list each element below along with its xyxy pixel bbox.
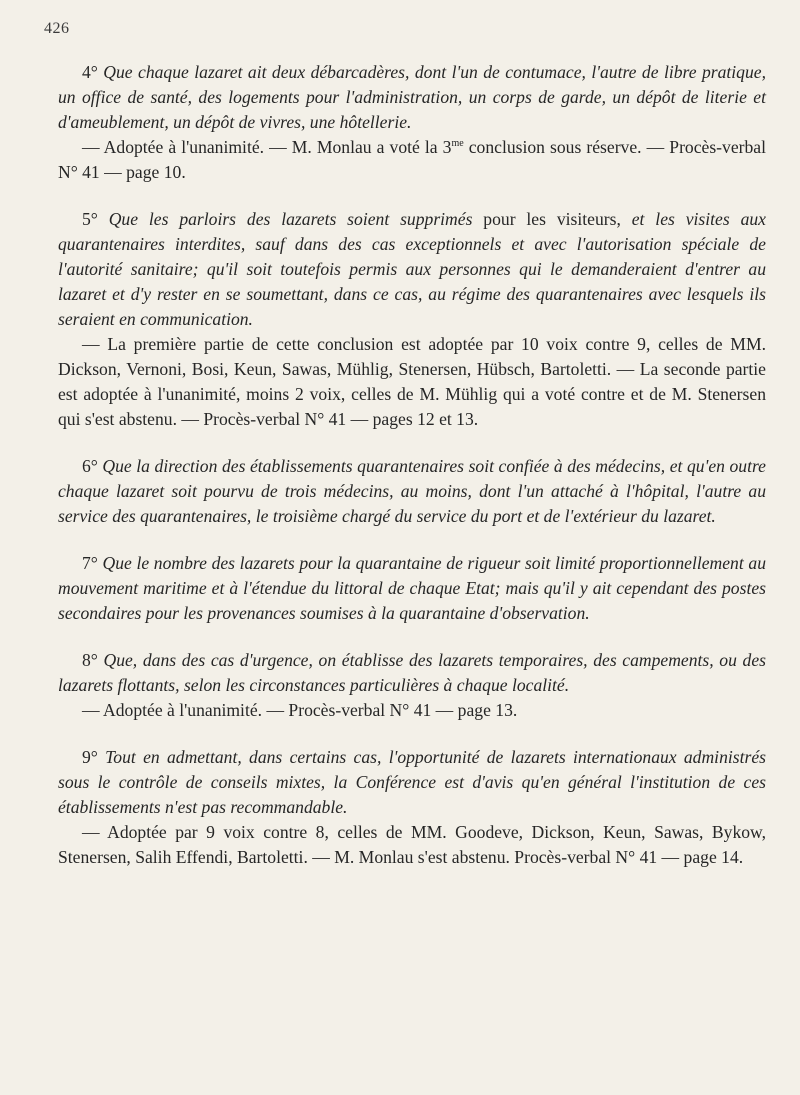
vote-note-8: — Adoptée à l'unanimité. — Procès-verbal N° 41 — page 13. bbox=[82, 700, 518, 720]
item-number: 9° bbox=[82, 747, 98, 767]
item-number: 4° bbox=[82, 62, 98, 82]
conclusion-text: Que le nombre des lazarets pour la quarantaine de rigueur soit limité proportionnellement au mouvement maritime et à l'étendue du littoral de chaque Etat; mais qu'il y ait cependant des postes secondaires pour les provenances soumises à la quarantaine d'observation. bbox=[58, 553, 766, 623]
conclusion-text: Que chaque lazaret ait deux débarcadères, dont l'un de contumace, l'autre de libre pratique, un office de santé, des logements pour l'administration, un corps de garde, un dépôt de literie et d'ameublement, un dépôt de vivres, une hôtellerie. bbox=[58, 62, 766, 132]
conclusion-text: Que, dans des cas d'urgence, on établisse des lazarets temporaires, des campements, ou des lazarets flottants, selon les circonstances particulières à chaque localité. bbox=[58, 650, 766, 695]
page-number: 426 bbox=[44, 20, 70, 37]
conclusion-5: 5° Que les parloirs des lazarets soient supprimés pour les visiteurs, et les visites aux quarantenaires interdites, sauf dans des cas exceptionnels et avec l'autorisation spéciale de l'autorité sanitaire; qu'il soit toutefois permis aux personnes qui le demanderaient d'entrer au lazaret et d'y rester en se soumettant, dans ce cas, au régime des quarantenaires avec lesquels ils seraient en communication. bbox=[58, 209, 766, 329]
conclusion-8 bbox=[58, 648, 766, 698]
conclusion-9 bbox=[58, 745, 766, 820]
conclusion-4 bbox=[58, 60, 766, 135]
item-number: 5° bbox=[82, 209, 98, 229]
conclusion-7 bbox=[58, 551, 766, 626]
vote-note-9: — Adoptée par 9 voix contre 8, celles de MM. Goodeve, Dickson, Keun, Sawas, Bykow, Stenersen, Salih Effendi, Bartoletti. — M. Monlau s'est abstenu. Procès-verbal N° 41 — page 14. bbox=[58, 822, 766, 867]
conclusion-text: Tout en admettant, dans certains cas, l'opportunité de lazarets internationaux administrés sous le contrôle de conseils mixtes, la Conférence est d'avis qu'en général l'institution de ces établissements n'est pas recommandable. bbox=[58, 747, 766, 817]
conclusion-6 bbox=[58, 454, 766, 529]
vote-note-5: — La première partie de cette conclusion est adoptée par 10 voix contre 9, celles de MM. Dickson, Vernoni, Bosi, Keun, Sawas, Mühlig, Stenersen, Hübsch, Bartoletti. — La seconde partie est adoptée à l'unanimité, moins 2 voix, celles de M. Mühlig qui a voté contre et de M. Stenersen qui s'est abstenu. — Procès-verbal N° 41 — pages 12 et 13. bbox=[58, 334, 766, 429]
item-number: 6° bbox=[82, 456, 98, 476]
page-body bbox=[58, 60, 766, 870]
conclusion-text: Que la direction des établissements quarantenaires soit confiée à des médecins, et qu'en outre chaque lazaret soit pourvu de trois médecins, au moins, dont l'un attaché à l'hôpital, l'autre au service des quarantenaires, le troisième chargé du service du port et de l'extérieur du lazaret. bbox=[58, 456, 766, 526]
item-number: 7° bbox=[82, 553, 98, 573]
vote-note-4: — Adoptée à l'unanimité. — M. Monlau a voté la $3^{me}$ conclusion sous réserve. — Procès-verbal N° 41 — page 10. bbox=[58, 137, 767, 182]
item-number: 8° bbox=[82, 650, 98, 670]
